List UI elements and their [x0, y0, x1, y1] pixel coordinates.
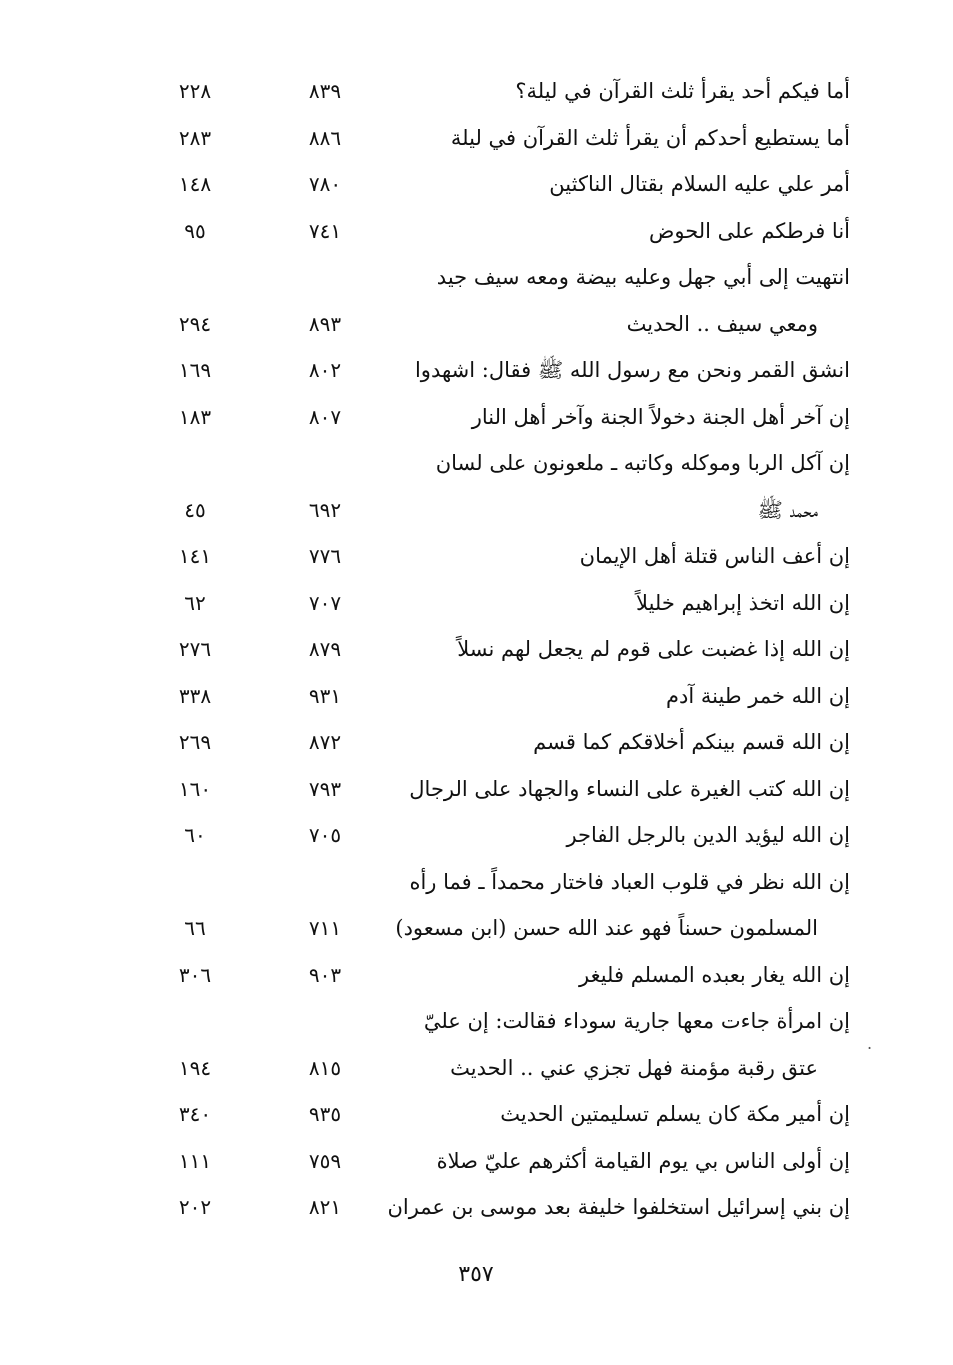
index-row — [150, 723, 850, 770]
page-reference: ٢٦٩ — [178, 730, 212, 754]
index-row — [150, 677, 850, 724]
hadith-number: ٧٠٥ — [308, 823, 342, 847]
hadith-number: ٧٥٩ — [308, 1148, 342, 1173]
page-reference: ٢٨٣ — [178, 125, 212, 150]
index-row — [150, 212, 850, 259]
hadith-number: ٨٠٧ — [308, 404, 342, 429]
hadith-text: إن الله ليؤيد الدين بالرجل الفاجر — [566, 823, 850, 847]
page-reference: ١٤٨ — [178, 172, 212, 196]
hadith-text: إن الله اتخذ إبراهيم خليلاً — [636, 590, 850, 615]
index-row — [150, 816, 850, 863]
hadith-text: إن الله نظر في قلوب العباد فاختار محمداً ـ فما رأه — [409, 869, 850, 894]
index-row — [150, 1188, 850, 1235]
hadith-text: أما فيكم أحد يقرأ ثلث القرآن في ليلة؟ — [515, 79, 850, 103]
hadith-number: ٩٠٣ — [308, 962, 342, 987]
hadith-text: إن امرأة جاءت معها جارية سوداء فقالت: إن عليّ — [423, 1009, 850, 1033]
hadith-number: ٧٩٣ — [308, 776, 342, 801]
index-row — [150, 770, 850, 817]
index-row — [150, 258, 850, 305]
hadith-text: انشق القمر ونحن مع رسول الله ﷺ فقال: اشهدوا — [414, 358, 850, 382]
hadith-number: ٨٢١ — [308, 1195, 342, 1219]
hadith-text: محمد ﷺ — [757, 497, 818, 522]
index-row — [150, 630, 850, 677]
hadith-text: إن الله يغار بعبده المسلم فليغر — [578, 962, 850, 987]
hadith-number: ٨١٥ — [308, 1055, 342, 1080]
hadith-text: انتهيت إلى أبي جهل وعليه بيضة ومعه سيف جيد — [436, 265, 850, 289]
page-reference: ٢٢٨ — [178, 79, 212, 103]
page-reference: ٢٩٤ — [178, 311, 212, 336]
page-number: ٣٥٧ — [458, 1262, 494, 1287]
page-reference: ٦٦ — [184, 916, 206, 940]
page-reference: ٣٤٠ — [178, 1102, 212, 1126]
page-reference: ١١١ — [178, 1148, 212, 1173]
hadith-text: إن الله إذا غضبت على قوم لم يجعل لهم نسلاً — [457, 637, 850, 661]
hadith-text: المسلمون حسناً فهو عند الله حسن (ابن مسعود) — [395, 916, 818, 940]
index-row — [150, 119, 850, 166]
hadith-number: ٩٣١ — [308, 683, 342, 708]
hadith-text: إن الله كتب الغيرة على النساء والجهاد على الرجال — [409, 776, 850, 801]
page-reference: ١٨٣ — [178, 404, 212, 429]
hadith-number: ٨٧٩ — [308, 637, 342, 661]
page-reference: ١٦٠ — [178, 776, 212, 801]
index-row — [150, 1002, 850, 1049]
hadith-number: ٧٠٧ — [308, 590, 342, 615]
hadith-number: ٧٧٦ — [308, 544, 342, 568]
hadith-number: ٨٩٣ — [308, 311, 342, 336]
page-reference: ١٤١ — [178, 544, 212, 568]
page-reference: ٩٥ — [184, 218, 206, 243]
index-row — [150, 351, 850, 398]
hadith-text: ومعي سيف .. الحديث — [626, 311, 818, 336]
page-reference: ٢٠٢ — [178, 1195, 212, 1219]
hadith-number: ٦٩٢ — [308, 497, 342, 522]
hadith-text: إن الله خمر طينة آدم — [666, 683, 850, 708]
hadith-text: إن بني إسرائيل استخلفوا خليفة بعد موسى بن عمران — [387, 1195, 850, 1219]
index-row — [150, 1095, 850, 1142]
hadith-number: ٨٧٢ — [308, 730, 342, 754]
hadith-number: ٨٠٢ — [308, 358, 342, 382]
page-reference: ١٩٤ — [178, 1055, 212, 1080]
hadith-number: ٧١١ — [308, 916, 342, 940]
page-reference: ٦٢ — [184, 590, 206, 615]
page-reference: ٢٧٦ — [178, 637, 212, 661]
hadith-number: ٩٣٥ — [308, 1102, 342, 1126]
index-row — [150, 956, 850, 1003]
hadith-text: عتق رقبة مؤمنة فهل تجزي عني .. الحديث — [450, 1055, 818, 1080]
index-row — [150, 909, 850, 956]
index-row — [150, 72, 850, 119]
hadith-text: أمر علي عليه السلام بقتال الناكثين — [549, 172, 850, 196]
index-row — [150, 305, 850, 352]
hadith-index-table — [150, 72, 850, 1235]
index-row — [150, 491, 850, 538]
hadith-number: ٧٤١ — [308, 218, 342, 243]
hadith-text: إن آخر أهل الجنة دخولاً الجنة وآخر أهل النار — [471, 404, 850, 429]
index-row — [150, 165, 850, 212]
page-reference: ٦٠ — [184, 823, 206, 847]
index-row — [150, 537, 850, 584]
index-row — [150, 1142, 850, 1189]
hadith-text: إن الله قسم بينكم أخلاقكم كما قسم — [533, 730, 850, 754]
hadith-number: ٨٣٩ — [308, 79, 342, 103]
index-row — [150, 863, 850, 910]
index-row — [150, 584, 850, 631]
hadith-number: ٧٨٠ — [308, 172, 342, 196]
index-row — [150, 444, 850, 491]
hadith-text: إن آكل الربا وموكله وكاتبه ـ ملعونون على لسان — [435, 451, 850, 475]
hadith-number: ٨٨٦ — [308, 125, 342, 150]
hadith-text: إن أولى الناس بي يوم القيامة أكثرهم عليّ صلاة — [436, 1148, 850, 1173]
index-row — [150, 398, 850, 445]
hadith-text: إن أعف الناس قتلة أهل الإيمان — [579, 544, 850, 568]
page-reference: ٤٥ — [184, 497, 206, 522]
hadith-text: أنا فرطكم على الحوض — [648, 218, 850, 243]
page-reference: ٣٣٨ — [178, 683, 212, 708]
index-row — [150, 1049, 850, 1096]
page-reference: ٣٠٦ — [178, 962, 212, 987]
page-reference: ١٦٩ — [178, 358, 212, 382]
hadith-text: إن أمير مكة كان يسلم تسليمتين الحديث — [500, 1102, 850, 1126]
hadith-text: أما يستطيع أحدكم أن يقرأ ثلث القرآن في ليلة — [450, 125, 850, 150]
margin-mark: . — [867, 1034, 873, 1053]
